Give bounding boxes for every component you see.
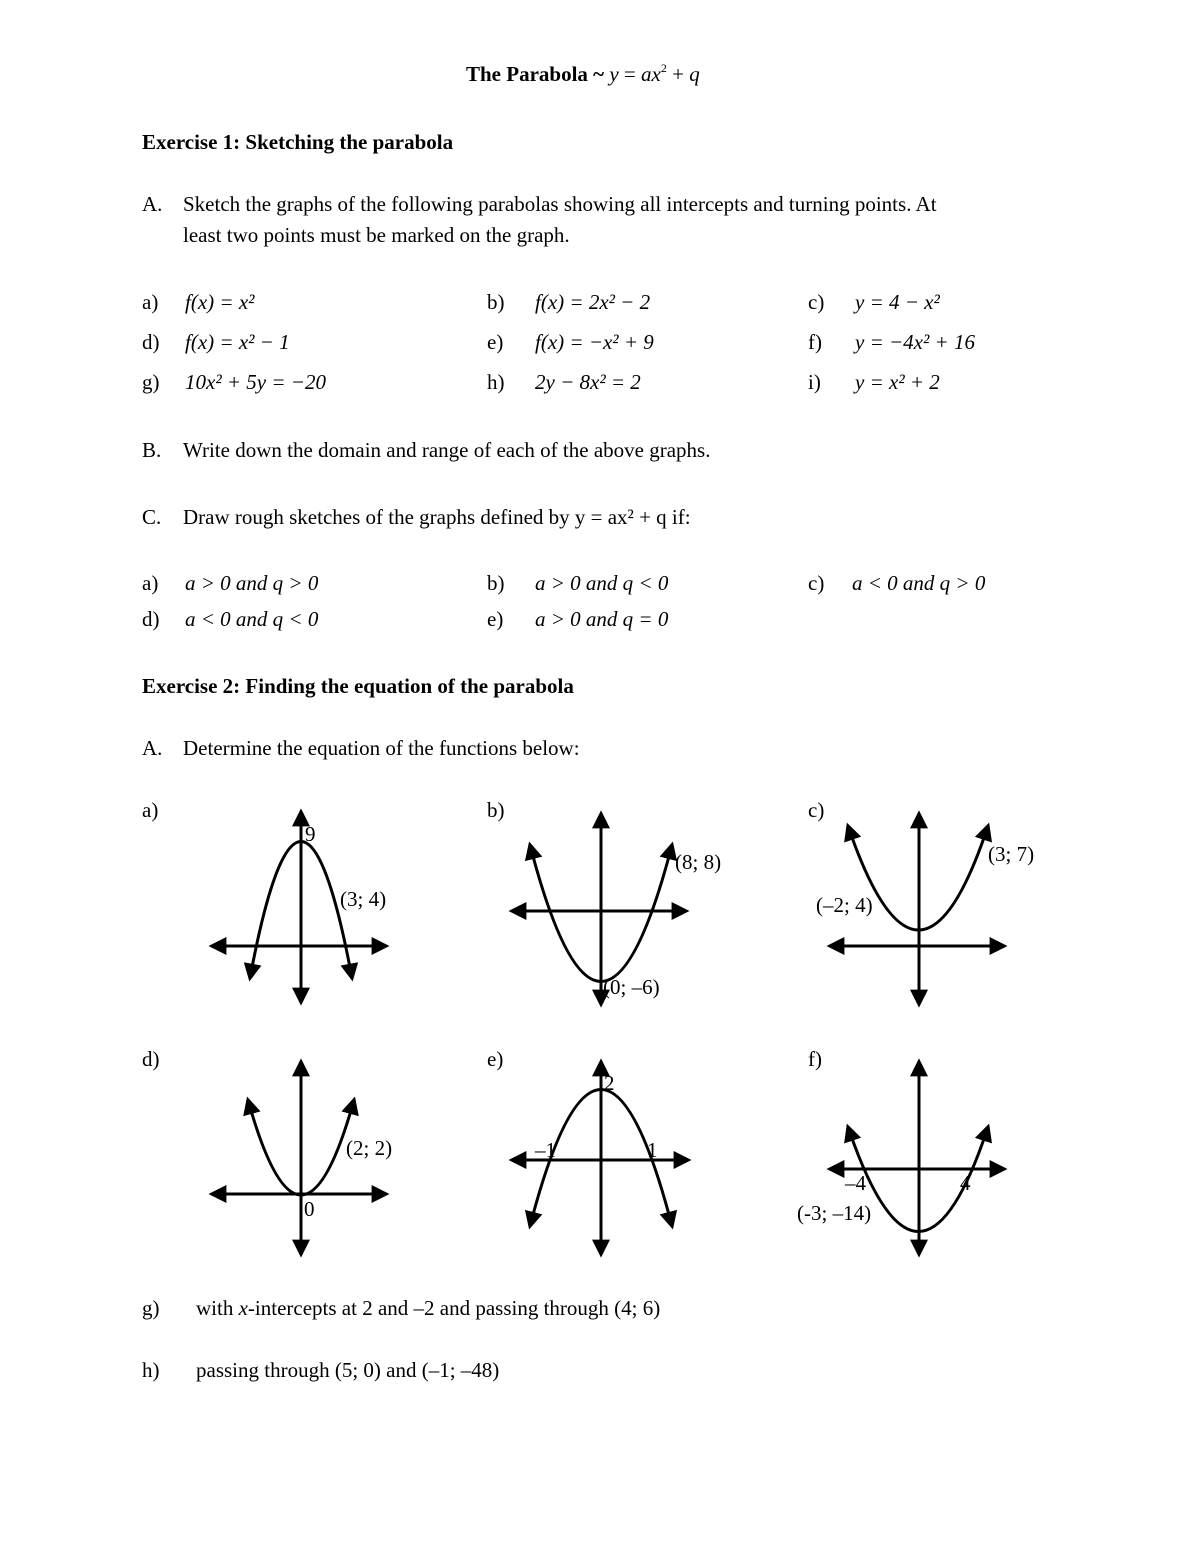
graph-f-annotation: –4: [845, 1171, 866, 1195]
title-text: The Parabola ~: [466, 62, 610, 86]
graph-a-annotation: (3; 4): [340, 887, 387, 911]
ex1-c-item-expr: a > 0 and q > 0: [185, 571, 319, 595]
ex1-c-item-expr: a > 0 and q < 0: [535, 571, 669, 595]
ex1-b-letter: B.: [142, 438, 162, 462]
graph-d-label: d): [142, 1047, 160, 1071]
title-eq-eq: =: [618, 62, 642, 86]
ex1-a-line1: Sketch the graphs of the following parabolas showing all intercepts and turning points. At: [183, 192, 937, 216]
ex1-c-item-expr: a < 0 and q > 0: [852, 571, 986, 595]
ex1-item-label: d): [142, 330, 160, 354]
ex1-item-label: b): [487, 290, 505, 314]
ex2-g-var: x: [238, 1296, 248, 1320]
graph-e-label: e): [487, 1047, 504, 1071]
title-eq-q: q: [689, 62, 700, 86]
ex1-c-item-label: d): [142, 607, 160, 631]
ex2-g-pre: with: [196, 1296, 239, 1320]
ex1-item-label: c): [808, 290, 825, 314]
ex1-c-item-label: c): [808, 571, 825, 595]
ex2-h-text: passing through (5; 0) and (–1; –48): [196, 1358, 500, 1382]
graph-f-label: f): [808, 1047, 822, 1071]
graph-c-annotation: (–2; 4): [816, 893, 873, 917]
ex1-item-label: i): [808, 370, 821, 394]
ex1-item-label: g): [142, 370, 160, 394]
title-eq-exp: 2: [660, 61, 667, 75]
title-eq-y: y: [609, 62, 619, 86]
graph-b-annotation: (8; 8): [675, 850, 722, 874]
graph-f-annotation: 4: [960, 1171, 971, 1195]
ex1-item-expr: 10x² + 5y = −20: [185, 370, 326, 394]
title-eq-plus: +: [666, 62, 690, 86]
ex1-item-expr: f(x) = 2x² − 2: [535, 290, 651, 314]
ex1-item-label: f): [808, 330, 822, 354]
ex1-item-expr: f(x) = x² − 1: [185, 330, 290, 354]
title-eq-a: a: [641, 62, 652, 86]
ex1-a-line2: least two points must be marked on the graph.: [183, 223, 570, 247]
ex1-c-letter: C.: [142, 505, 162, 529]
title-eq-x: x: [651, 62, 661, 86]
graph-d-annotation: 0: [304, 1197, 315, 1221]
ex1-c-item-expr: a > 0 and q = 0: [535, 607, 669, 631]
exercise-2-heading: Exercise 2: Finding the equation of the parabola: [142, 674, 574, 698]
ex2-a-letter: A.: [142, 736, 163, 760]
ex2-g-post: -intercepts at 2 and –2 and passing through (4; 6): [247, 1296, 661, 1320]
graph-c-label: c): [808, 798, 825, 822]
ex1-item-expr: y = x² + 2: [855, 370, 940, 394]
ex1-item-expr: f(x) = x²: [185, 290, 255, 314]
ex2-a-text: Determine the equation of the functions below:: [183, 736, 580, 760]
graph-e-annotation: 1: [647, 1138, 658, 1162]
ex1-item-expr: y = 4 − x²: [855, 290, 940, 314]
ex1-item-expr: f(x) = −x² + 9: [535, 330, 654, 354]
graph-e-annotation: 2: [604, 1071, 615, 1095]
ex1-c-text: Draw rough sketches of the graphs defined by y = ax² + q if:: [183, 505, 691, 529]
ex2-g-label: g): [142, 1296, 160, 1320]
graph-a-label: a): [142, 798, 159, 822]
ex1-c-item-label: e): [487, 607, 504, 631]
ex1-item-expr: y = −4x² + 16: [855, 330, 975, 354]
graph-b-label: b): [487, 798, 505, 822]
graph-b-annotation: (0; –6): [603, 975, 660, 999]
graph-a-annotation: 9: [305, 822, 316, 846]
ex1-c-item-label: b): [487, 571, 505, 595]
ex1-c-item-expr: a < 0 and q < 0: [185, 607, 319, 631]
ex1-item-label: h): [487, 370, 505, 394]
graph-d-annotation: (2; 2): [346, 1136, 393, 1160]
graph-c-annotation: (3; 7): [988, 842, 1035, 866]
exercise-1-heading: Exercise 1: Sketching the parabola: [142, 130, 454, 154]
graph-f-annotation: (-3; –14): [797, 1201, 872, 1225]
ex2-g-text: [196, 1296, 660, 1321]
ex1-item-label: e): [487, 330, 504, 354]
ex1-item-expr: 2y − 8x² = 2: [535, 370, 641, 394]
ex1-c-item-label: a): [142, 571, 159, 595]
ex1-b-text: Write down the domain and range of each of the above graphs.: [183, 438, 711, 462]
ex1-item-label: a): [142, 290, 159, 314]
ex2-h-label: h): [142, 1358, 160, 1382]
ex1-a-letter: A.: [142, 192, 163, 216]
graph-e-annotation: –1: [535, 1138, 556, 1162]
